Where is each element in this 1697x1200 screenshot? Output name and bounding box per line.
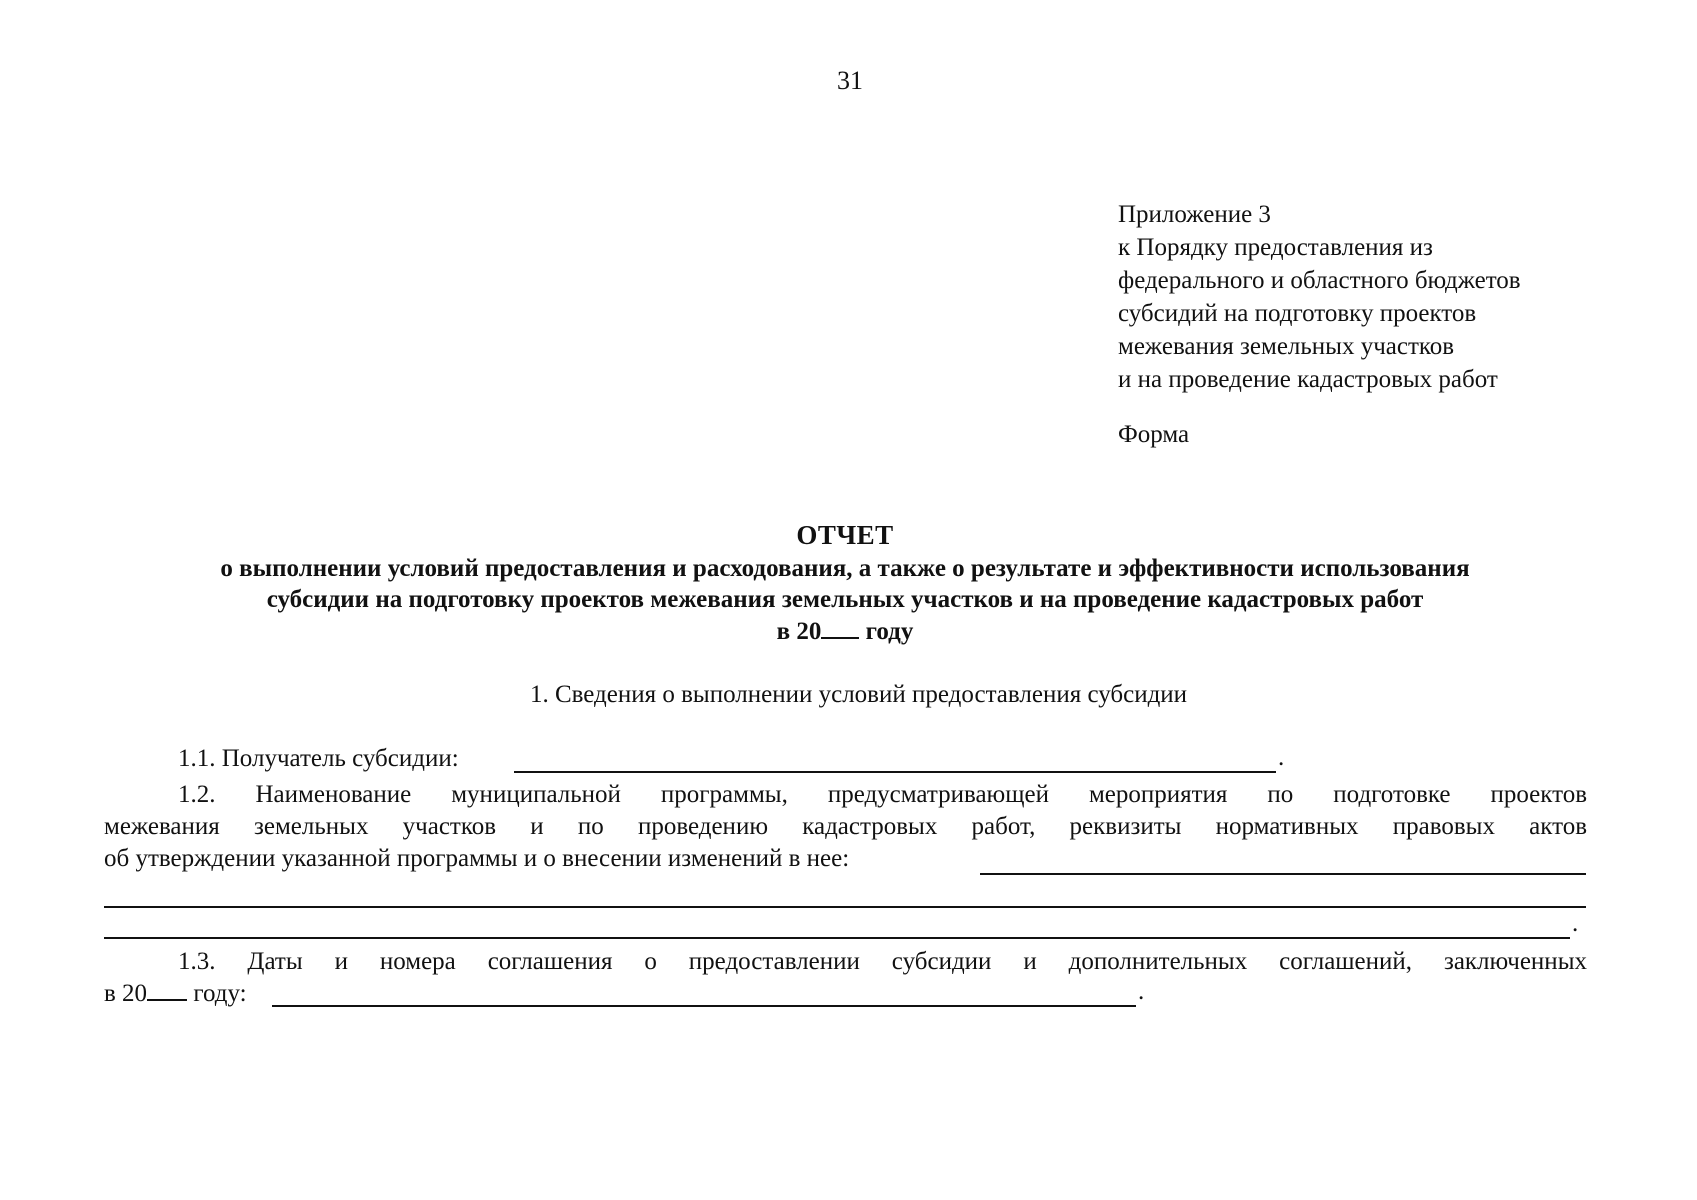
appendix-line: федерального и областного бюджетов [1118, 267, 1521, 294]
item-1-3-line: 1.3. Даты и номера соглашения о предоставлении субсидии и дополнительных соглашений, заключенных [178, 948, 1587, 975]
page-number: 31 [837, 66, 863, 95]
report-title-block [100, 517, 1590, 647]
report-year-prefix: в 20 [776, 618, 822, 645]
item-1-2-end: . [1572, 910, 1579, 937]
item-1-2-line: об утверждении указанной программы и о внесении изменений в нее: [104, 845, 850, 872]
item-1-1-end: . [1278, 744, 1285, 771]
program-field-continuation[interactable] [104, 906, 1586, 908]
recipient-field[interactable] [514, 771, 1276, 773]
section-title: 1. Сведения о выполнении условий предоставления субсидии [529, 681, 1188, 708]
item-1-3-year-suffix: году: [193, 980, 247, 1007]
appendix-line: Приложение 3 [1118, 201, 1271, 228]
item-1-2-line: межевания земельных участков и по проведению кадастровых работ, реквизиты нормативных правовых актов [104, 813, 1587, 840]
form-label: Форма [1118, 421, 1190, 448]
report-year-suffix: году [865, 618, 914, 645]
item-1-1-label: 1.1. Получатель субсидии: [178, 745, 459, 772]
agreements-field[interactable] [272, 1005, 1136, 1007]
appendix-line: к Порядку предоставления из [1118, 234, 1433, 261]
report-year-blank[interactable] [821, 615, 859, 639]
appendix-line: субсидий на подготовку проектов [1118, 300, 1477, 327]
report-subtitle-line: субсидии на подготовку проектов межевания земельных участков и на проведение кадастровых работ [266, 586, 1424, 613]
appendix-line: и на проведение кадастровых работ [1118, 366, 1498, 393]
appendix-header [1118, 198, 1658, 396]
program-field-continuation[interactable] [104, 937, 1570, 939]
program-field[interactable] [980, 873, 1586, 875]
item-1-3-end: . [1138, 978, 1145, 1005]
appendix-line: межевания земельных участков [1118, 333, 1455, 360]
report-year-line [100, 615, 1590, 647]
item-1-2-line: 1.2. Наименование муниципальной программы, предусматривающей мероприятия по подготовке проектов [178, 781, 1587, 808]
report-title: ОТЧЕТ [796, 520, 894, 550]
item-1-3-year-prefix: в 20 [104, 980, 148, 1007]
agreement-year-blank[interactable] [147, 977, 187, 1001]
item-1-3-line2 [104, 977, 247, 1009]
report-subtitle-line: о выполнении условий предоставления и расходования, а также о результате и эффективности использования [220, 555, 1470, 582]
